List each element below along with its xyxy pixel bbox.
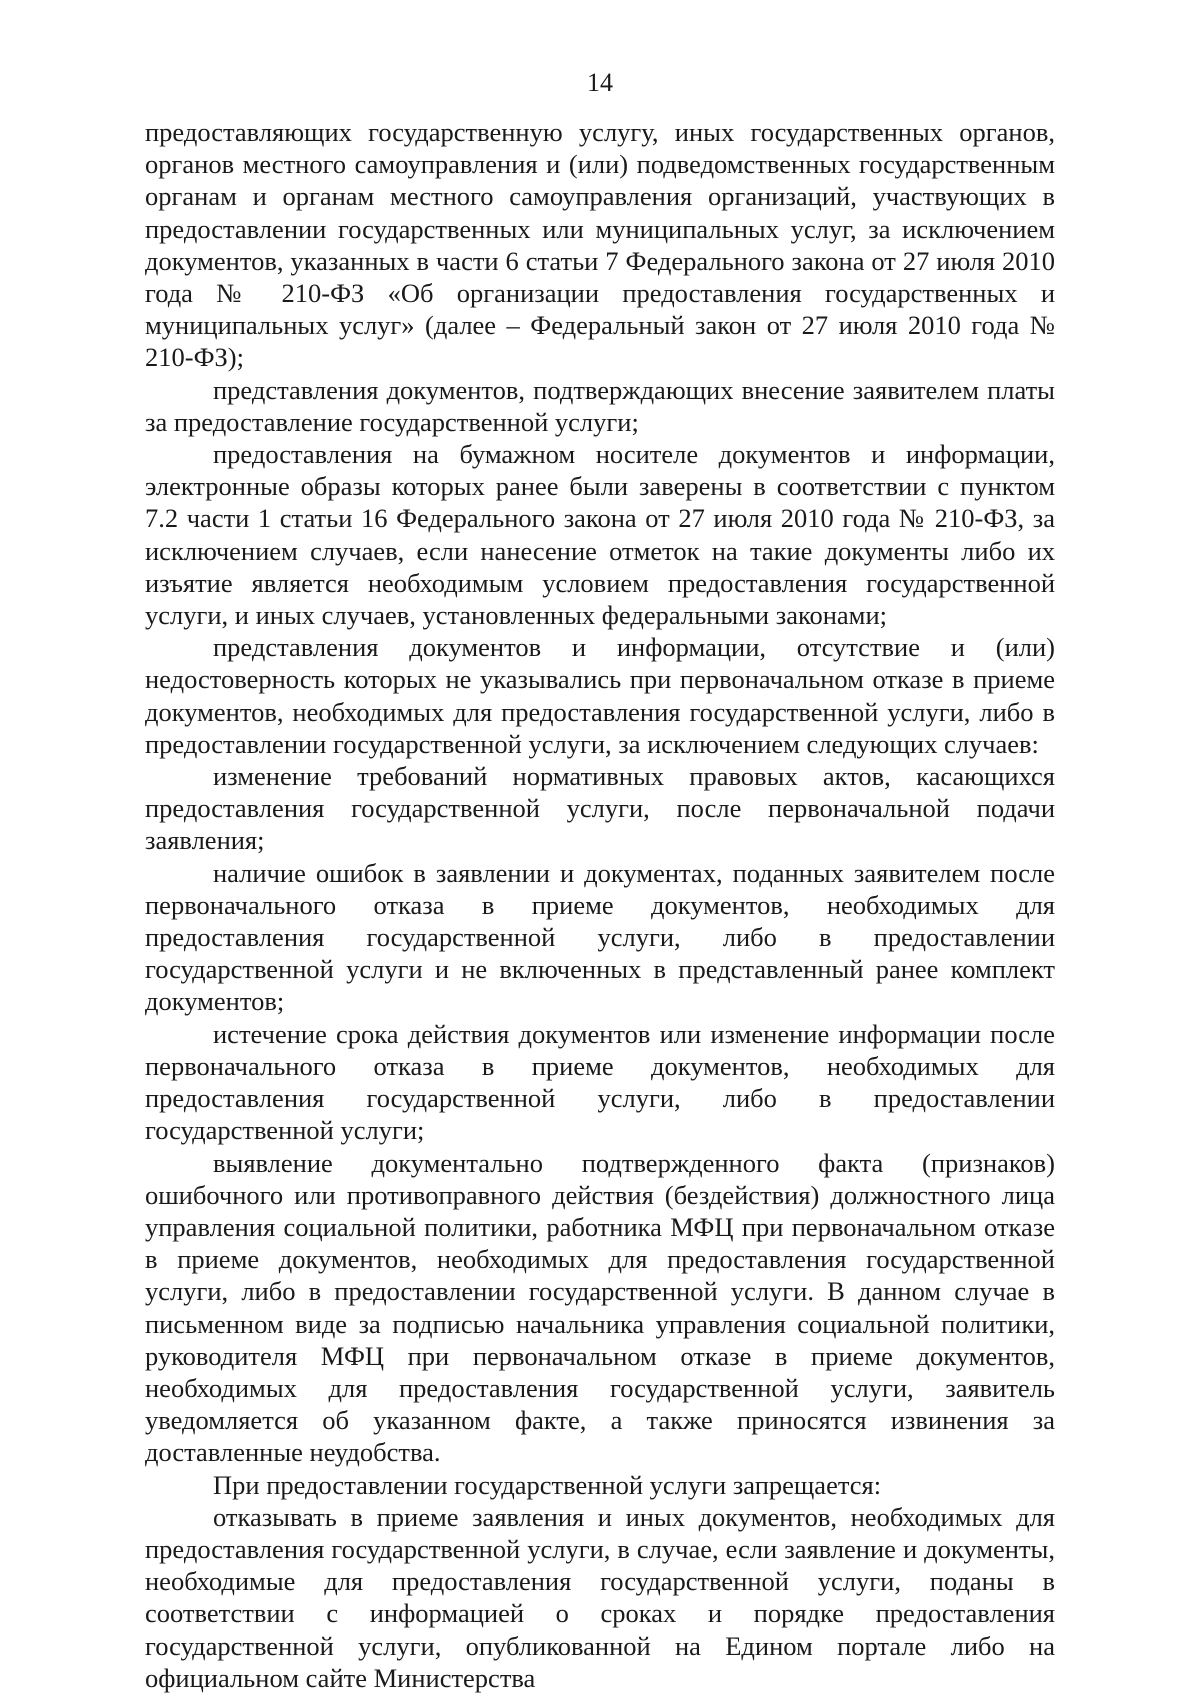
paragraph-continuation: предоставляющих государственную услугу, иных государственных органов, органов местного самоуправления и (или) подведомственных государственным органам и органам местного самоуправления организаций, участвующих в предоставлении государственных или муниципальных услуг, за исключением документов, указанных в части 6 статьи 7 Федерального закона от 27 июля 2010 года № 210-ФЗ «Об организации предоставления государственных и муниципальных услуг» (далее – Федеральный закон от 27 июля 2010 года № 210-ФЗ); [145,117,1055,373]
paragraph: представления документов, подтверждающих внесение заявителем платы за предоставление государственной услуги; [145,374,1055,437]
page-number: 14 [587,68,613,97]
document-body [145,116,1055,1694]
paragraph: предоставления на бумажном носителе документов и информации, электронные образы которых ранее были заверены в соответствии с пунктом 7.2 части 1 статьи 16 Федерального закона от 27 июля 2010 года № 210-ФЗ, за исключением случаев, если нанесение отметок на такие документы либо их изъятие является необходимым условием предоставления государственной услуги, и иных случаев, установленных федеральными законами; [145,439,1055,631]
paragraph: представления документов и информации, отсутствие и (или) недостоверность которых не указывались при первоначальном отказе в приеме документов, необходимых для предоставления государственной услуги, либо в предоставлении государственной услуги, за исключением следующих случаев: [145,632,1055,759]
paragraph: истечение срока действия документов или изменение информации после первоначального отказа в приеме документов, необходимых для предоставления государственной услуги, либо в предоставлении государственной услуги; [145,1018,1055,1146]
paragraph: наличие ошибок в заявлении и документах, поданных заявителем после первоначального отказа в приеме документов, необходимых для предоставления государственной услуги, либо в предоставлении государственной услуги и не включенных в представленный ранее комплект документов; [145,857,1055,1017]
paragraph: При предоставлении государственной услуги запрещается: [213,1469,882,1500]
paragraph: выявление документально подтвержденного факта (признаков) ошибочного или противоправного действия (бездействия) должностного лица управления социальной политики, работника МФЦ при первоначальном отказе в приеме документов, необходимых для предоставления государственной услуги, либо в предоставлении государственной услуги. В данном случае в письменном виде за подписью начальника управления социальной политики, руководителя МФЦ при первоначальном отказе в приеме документов, необходимых для предоставления государственной услуги, заявитель уведомляется об указанном факте, а также приносятся извинения за доставленные неудобства. [145,1147,1055,1468]
paragraph: отказывать в приеме заявления и иных документов, необходимых для предоставления государственной услуги, в случае, если заявление и документы, необходимые для предоставления государственной услуги, поданы в соответствии с информацией о сроках и порядке предоставления государственной услуги, опубликованной на Едином портале либо на официальном сайте Министерства [145,1501,1055,1693]
paragraph: изменение требований нормативных правовых актов, касающихся предоставления государственной услуги, после первоначальной подачи заявления; [145,761,1055,856]
